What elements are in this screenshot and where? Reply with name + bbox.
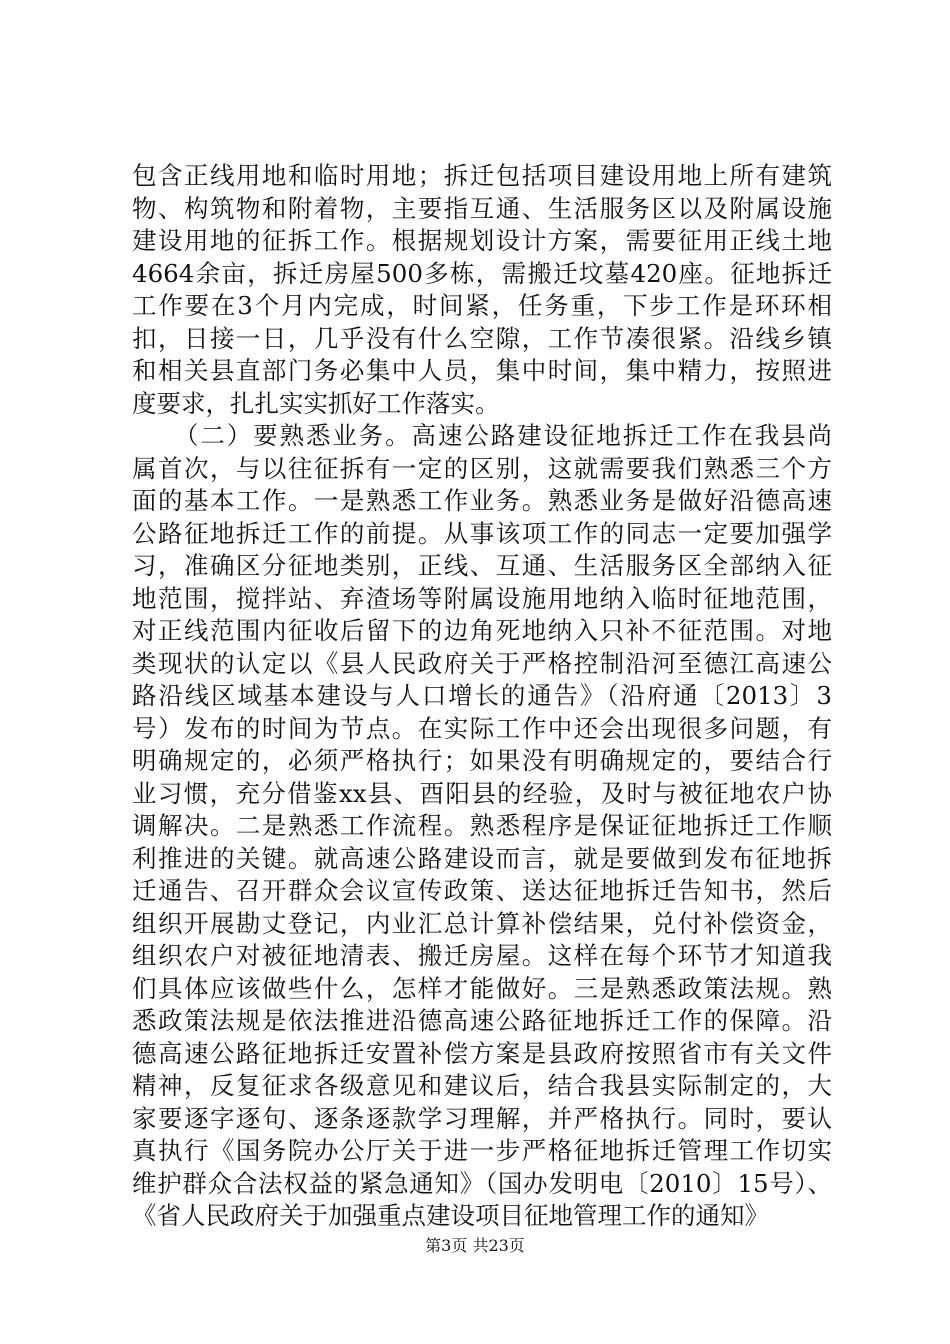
document-body — [132, 160, 832, 1233]
page-footer: 第3页 共23页 — [425, 1236, 525, 1255]
text-line: 悉政策法规是依法推进沿德高速公路征地拆迁工作的保障。沿 — [132, 1006, 832, 1035]
text-line: 明确规定的，必须严格执行；如果没有明确规定的，要结合行 — [132, 746, 832, 775]
text-line: 路沿线区域基本建设与人口增长的通告》（沿府通〔2013〕3 — [132, 681, 832, 710]
paragraph-1 — [132, 160, 832, 420]
text-line: 号）发布的时间为节点。在实际工作中还会出现很多问题，有 — [132, 713, 832, 743]
text-line: 《省人民政府关于加强重点建设项目征地管理工作的通知》 — [132, 1201, 769, 1230]
text-line: 地范围，搅拌站、弃渣场等附属设施用地纳入临时征地范围， — [132, 583, 832, 613]
text-line: 扣，日接一日，几乎没有什么空隙，工作节凑很紧。沿线乡镇 — [132, 323, 832, 353]
text-line: 们具体应该做些什么，怎样才能做好。三是熟悉政策法规。熟 — [132, 973, 832, 1003]
text-line: 维护群众合法权益的紧急通知》（国办发明电〔2010〕15号）、 — [132, 1168, 832, 1198]
text-line: 公路征地拆迁工作的前提。从事该项工作的同志一定要加强学 — [132, 518, 832, 548]
text-line: 组织开展勘丈登记，内业汇总计算补偿结果，兑付补偿资金， — [132, 908, 832, 938]
text-line: 包含正线用地和临时用地；拆迁包括项目建设用地上所有建筑 — [132, 161, 832, 190]
text-line: 度要求，扎扎实实抓好工作落实。 — [132, 388, 500, 418]
text-line: 利推进的关键。就高速公路建设而言，就是要做到发布征地拆 — [132, 843, 832, 873]
text-line: 家要逐字逐句、逐条逐款学习理解，并严格执行。同时，要认 — [132, 1103, 832, 1133]
text-line: 组织农户对被征地清表、搬迁房屋。这样在每个环节才知道我 — [132, 941, 832, 970]
text-line: 和相关县直部门务必集中人员，集中时间，集中精力，按照进 — [132, 356, 832, 385]
text-line: 真执行《国务院办公厅关于进一步严格征地拆迁管理工作切实 — [132, 1136, 832, 1165]
text-line: 精神，反复征求各级意见和建议后，结合我县实际制定的，大 — [132, 1071, 832, 1100]
text-line: 对正线范围内征收后留下的边角死地纳入只补不征范围。对地 — [132, 616, 832, 645]
text-line: 建设用地的征拆工作。根据规划设计方案，需要征用正线土地 — [132, 226, 832, 255]
text-line: 习，准确区分征地类别，正线、互通、生活服务区全部纳入征 — [132, 551, 832, 580]
text-line: 属首次，与以往征拆有一定的区别，这就需要我们熟悉三个方 — [132, 453, 832, 483]
text-line: 类现状的认定以《县人民政府关于严格控制沿河至德江高速公 — [132, 648, 832, 678]
text-line: 4664余亩，拆迁房屋500多栋，需搬迁坟墓420座。征地拆迁 — [132, 258, 832, 288]
text-line: 德高速公路征地拆迁安置补偿方案是县政府按照省市有关文件 — [132, 1038, 832, 1068]
text-line: 工作要在3个月内完成，时间紧，任务重，下步工作是环环相 — [132, 291, 832, 320]
text-line: 面的基本工作。一是熟悉工作业务。熟悉业务是做好沿德高速 — [132, 486, 832, 515]
text-line: 业习惯，充分借鉴xx县、酉阳县的经验，及时与被征地农户协 — [132, 778, 832, 808]
text-line: 迁通告、召开群众会议宣传政策、送达征地拆迁告知书，然后 — [132, 876, 832, 905]
paragraph-2 — [132, 420, 832, 1233]
text-line: 调解决。二是熟悉工作流程。熟悉程序是保证征地拆迁工作顺 — [132, 811, 832, 840]
text-line: （二）要熟悉业务。高速公路建设征地拆迁工作在我县尚 — [174, 421, 832, 450]
text-line: 物、构筑物和附着物，主要指互通、生活服务区以及附属设施 — [132, 193, 832, 223]
